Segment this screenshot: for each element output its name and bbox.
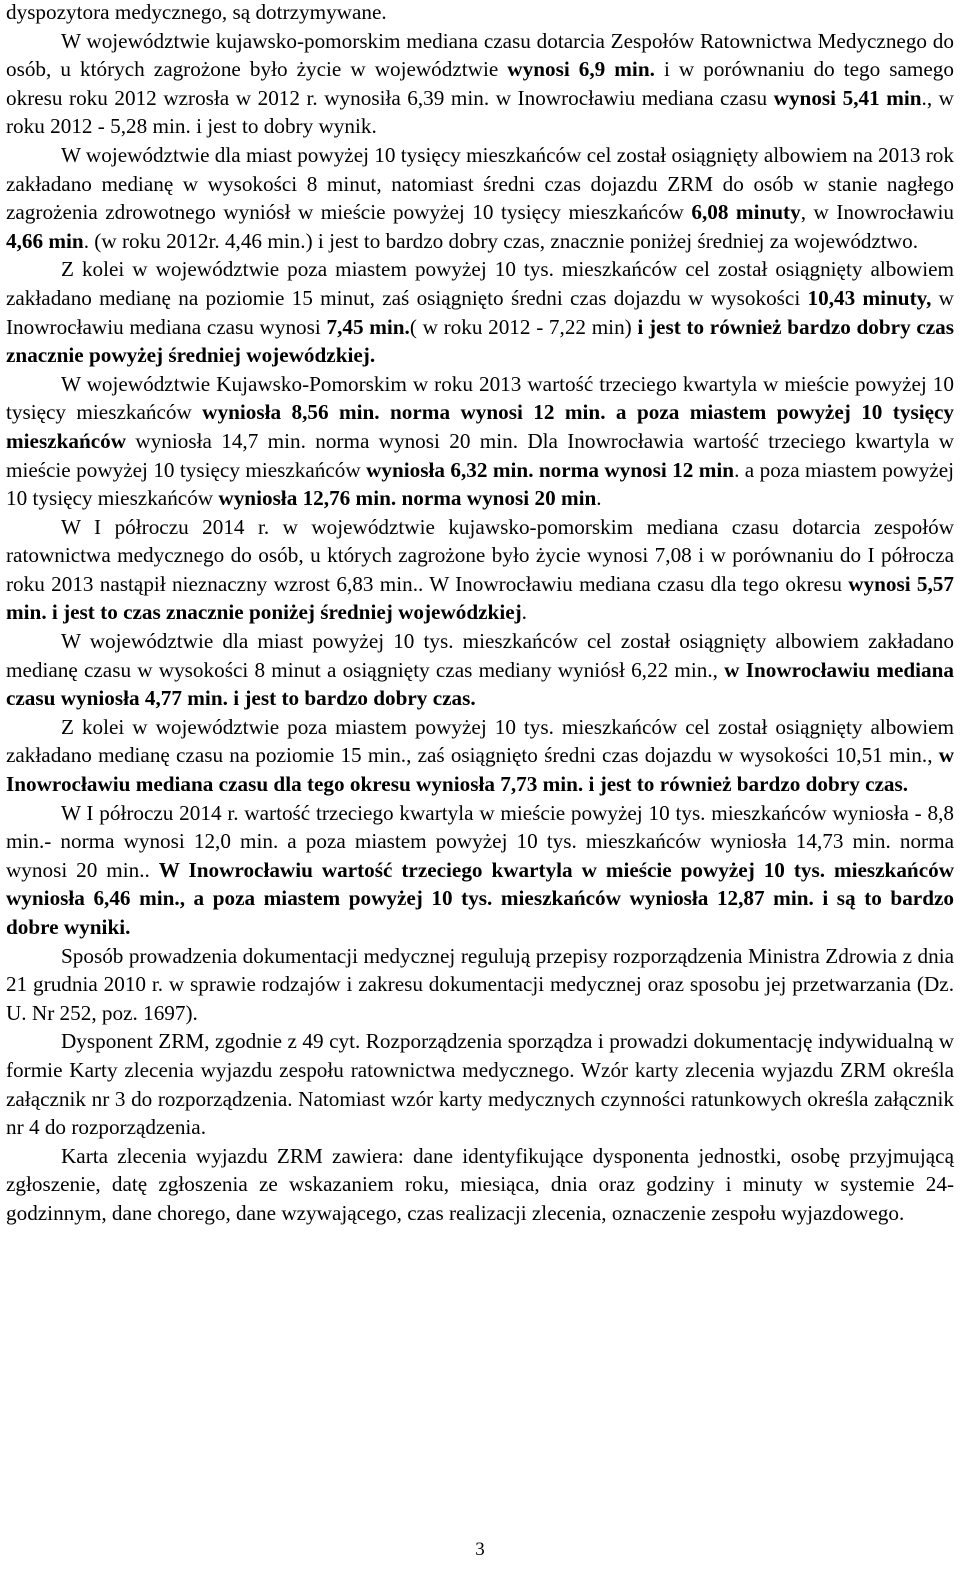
paragraph-10: [6, 942, 954, 1028]
paragraph-8: [6, 713, 954, 799]
text: W I półroczu 2014 r. wartość trzeciego kwartyla w mieście powyżej 10 tys. mieszkańców wyniosła - 8,8 min.- norma wynosi 12,0 min. a poza miastem powyżej 10 tys. mieszkańców wyniosła 14,73 min. norma wynosi 20 min..: [6, 800, 954, 882]
text: wyniosła 14,7 min. norma wynosi 20 min. Dla Inowrocławia wartość trzeciego kwartyla w mieście powyżej 10 tysięcy mieszkańców: [6, 428, 954, 482]
paragraph-3: [6, 141, 954, 255]
text: Z kolei w województwie poza miastem powyżej 10 tys. mieszkańców cel został osiągnięty albowiem zakładano medianę czasu na poziomie 15 min., zaś osiągnięto średni czas dojazdu w wysokości 10,51 min.,: [6, 714, 954, 768]
text: Dysponent ZRM, zgodnie z 49 cyt. Rozporządzenia sporządza i prowadzi dokumentację indywidualną w formie Karty zlecenia wyjazdu zespołu ratownictwa medycznego. Wzór karty zlecenia wyjazdu ZRM określa załącznik nr 3 do rozporządzenia. Natomiast wzór karty medycznych czynności ratunkowych określa załącznik nr 4 do rozporządzenia.: [6, 1029, 954, 1140]
bold-text: w Inowrocławiu mediana czasu wyniosła 4,77 min. i jest to bardzo dobry czas.: [6, 657, 955, 711]
text: Karta zlecenia wyjazdu ZRM zawiera: dane identyfikujące dysponenta jednostki, osobę przyjmującą zgłoszenie, datę zgłoszenia ze wskazaniem roku, miesiąca, dnia oraz godziny i minuty w systemie 24-godzinnym, dane chorego, dane wzywającego, czas realizacji zlecenia, oznaczenie zespołu wyjazdowego.: [6, 1143, 954, 1225]
text: . (w roku 2012r. 4,46 min.) i jest to bardzo dobry czas, znacznie poniżej średniej za województwo.: [83, 228, 919, 253]
bold-text: wyniosła 6,32 min. norma wynosi 12 min: [366, 457, 735, 482]
text: W województwie Kujawsko-Pomorskim w roku 2013 wartość trzeciego kwartyla w mieście powyżej 10 tysięcy mieszkańców: [6, 371, 954, 425]
page-number: 3: [475, 1539, 485, 1560]
paragraph-2: [6, 27, 954, 141]
text: W województwie kujawsko-pomorskim mediana czasu dotarcia Zespołów Ratownictwa Medycznego do osób, u których zagrożone było życie w województwie: [6, 28, 954, 82]
text: W I półroczu 2014 r. w województwie kujawsko-pomorskim mediana czasu dotarcia zespołów ratownictwa medycznego do osób, u których zagrożone było życie wynosi 7,08 i w porównaniu do I półrocza roku 2013 nastąpił nieznaczny wzrost 6,83 min.. W Inowrocławiu mediana czasu dla tego okresu: [6, 514, 954, 596]
paragraph-1: [6, 0, 954, 27]
bold-text: wyniosła 8,56 min. norma wynosi 12 min. a poza miastem powyżej 10 tysięcy mieszkańców: [6, 400, 954, 453]
paragraph-6: [6, 513, 954, 627]
bold-text: wynosi 5,57 min. i jest to czas znacznie poniżej średniej wojewódzkiej: [6, 571, 954, 625]
text: . a poza miastem powyżej 10 tysięcy mieszkańców: [6, 457, 955, 511]
bold-text: wynosi 5,41 min: [773, 85, 922, 110]
bold-text: W Inowrocławiu wartość trzeciego kwartyla w mieście powyżej 10 tys. mieszkańców wyniosła 6,46 min., a poza miastem powyżej 10 tys. mieszkańców wyniosła 12,87 min. i są to bardzo dobre wyniki.: [6, 857, 954, 939]
text: w Inowrocławiu mediana czasu wynosi: [6, 285, 954, 339]
bold-text: 7,45 min.: [326, 314, 410, 339]
text: , w Inowrocławiu: [800, 200, 954, 225]
text: ( w roku 2012 - 7,22 min): [409, 314, 638, 339]
text: dyspozytora medycznego, są dotrzymywane.: [6, 0, 387, 24]
paragraph-5: [6, 370, 954, 513]
bold-text: w Inowrocławiu mediana czasu dla tego okresu wyniosła 7,73 min. i jest to również bardzo dobry czas.: [6, 743, 954, 797]
text: W województwie dla miast powyżej 10 tysięcy mieszkańców cel został osiągnięty albowiem na 2013 rok zakładano medianę w wysokości 8 minut, natomiast średni czas dojazdu ZRM do osób w stanie nagłego zagrożenia zdrowotnego wyniósł w mieście powyżej 10 tysięcy mieszkańców: [6, 142, 954, 225]
text: W województwie dla miast powyżej 10 tys. mieszkańców cel został osiągnięty albowiem zakładano medianę czasu w wysokości 8 minut a osiągnięty czas mediany wyniósł 6,22 min.,: [6, 629, 954, 682]
paragraph-4: [6, 255, 954, 369]
bold-text: i jest to również bardzo dobry czas znacznie powyżej średniej wojewódzkiej.: [6, 314, 955, 368]
paragraph-7: [6, 627, 954, 713]
text: .: [596, 486, 602, 511]
paragraph-9: [6, 799, 954, 942]
text: .: [521, 600, 527, 625]
bold-text: wynosi 6,9 min.: [507, 57, 655, 82]
bold-text: 6,08 minuty: [691, 200, 801, 225]
bold-text: wyniosła 12,76 min. norma wynosi 20 min: [218, 486, 597, 511]
paragraph-12: [6, 1142, 954, 1228]
bold-text: 4,66 min: [6, 228, 84, 253]
text: Z kolei w województwie poza miastem powyżej 10 tys. mieszkańców cel został osiągnięty albowiem zakładano medianę na poziomie 15 minut, zaś osiągnięto średni czas dojazdu w wysokości: [6, 257, 954, 310]
paragraph-11: [6, 1027, 954, 1141]
document-body: [6, 0, 954, 1228]
text: Sposób prowadzenia dokumentacji medycznej regulują przepisy rozporządzenia Ministra Zdrowia z dnia 21 grudnia 2010 r. w sprawie rodzajów i zakresu dokumentacji medycznej oraz sposobu jej przetwarzania (Dz. U. Nr 252, poz. 1697).: [6, 943, 954, 1025]
text: ., w roku 2012 - 5,28 min. i jest to dobry wynik.: [6, 85, 954, 139]
text: i w porównaniu do tego samego okresu roku 2012 wzrosła w 2012 r. wynosiła 6,39 min. w Inowrocławiu mediana czasu: [6, 57, 954, 110]
bold-text: 10,43 minuty,: [807, 285, 932, 310]
